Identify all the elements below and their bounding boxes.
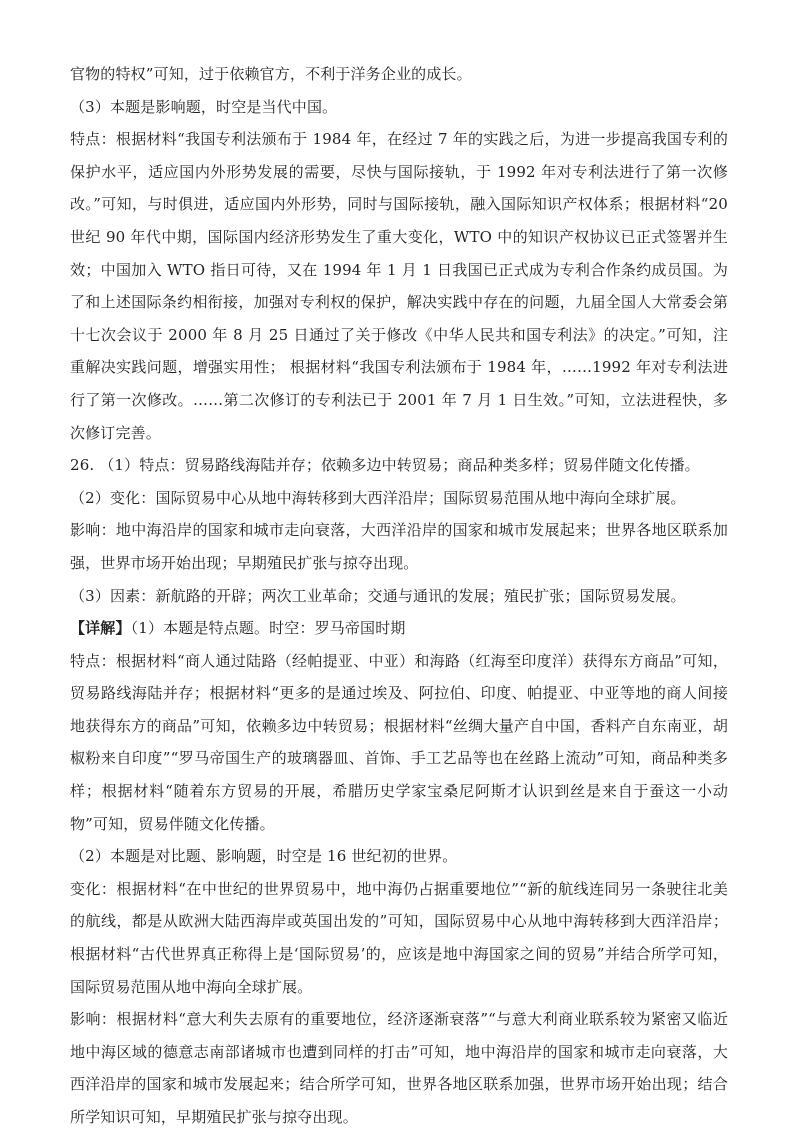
paragraph-7: （3）因素：新航路的开辟；两次工业革命；交通与通讯的发展；殖民扩张；国际贸易发展。 bbox=[70, 586, 686, 605]
paragraph-3: 特点：根据材料“我国专利法颁布于 1984 年，在经过 7 年的实践之后，为进一步提高我国专利的保护水平，适应国内外形势发展的需要，尽快与国际接轨，于 1992 年对专利法进行了第一次修改。”可知，与时俱进，适应国内外形势，同时与国际接轨，融入国际知识产权体系；根据材料“20 世纪 90 年代中期，国际国内经济形势发生了重大变化，WTO 中的知识产权协议已正式签署并生效；中国加入 WTO 指日可待，又在 1994 年 1 月 1 日我国已正式成为专利合作条约成员国。为了和上述国际条约相衔接，加强对专利权的保护，解决实践中存在的问题，九届全国人大常委会第十七次会议于 2000 年 8 月 25 日通过了关于修改《中华人民共和国专利法》的决定。”可知，注重解决实践问题，增强实用性； 根据材料“我国专利法颁布于 1984 年，……1992 年对专利法进行了第一次修改。……第二次修订的专利法已于 2001 年 7 月 1 日生效。”可知，立法进程快，多次修订完善。 bbox=[70, 130, 728, 442]
paragraph-10: （2）本题是对比题、影响题，时空是 16 世纪初的世界。 bbox=[70, 847, 458, 866]
paragraph-12: 影响：根据材料“意大利失去原有的重要地位，经济逐渐衰落”“与意大利商业联系较为紧密又临近地中海区域的德意志南部诸城市也遭到同样的打击”可知，地中海沿岸的国家和城市走向衰落，大西洋沿岸的国家和城市发展起来；结合所学可知，世界各地区联系加强，世界市场开始出现；结合所学知识可知，早期殖民扩张与掠夺出现。 bbox=[70, 1010, 728, 1126]
detail-paragraph bbox=[70, 612, 728, 645]
paragraph-5: （2）变化：国际贸易中心从地中海转移到大西洋沿岸；国际贸易范围从地中海向全球扩展。 bbox=[70, 488, 686, 507]
paragraph-4: 26. （1）特点：贸易路线海陆并存；依赖多边中转贸易；商品种类多样；贸易伴随文化传播。 bbox=[70, 456, 700, 475]
paragraph-6: 影响：地中海沿岸的国家和城市走向衰落，大西洋沿岸的国家和城市发展起来；世界各地区联系加强，世界市场开始出现；早期殖民扩张与掠夺出现。 bbox=[70, 521, 728, 572]
paragraph-2: （3）本题是影响题，时空是当代中国。 bbox=[70, 97, 338, 116]
paragraph-11: 变化：根据材料“在中世纪的世界贸易中，地中海仍占据重要地位”“新的航线连同另一条驶往北美的航线，都是从欧洲大陆西海岸或英国出发的”可知，国际贸易中心从地中海转移到大西洋沿岸；根据材料“古代世界真正称得上是‘国际贸易’的，应该是地中海国家之间的贸易”并结合所学可知，国际贸易范围从地中海向全球扩展。 bbox=[70, 879, 728, 996]
detail-label: 【详解】 bbox=[70, 619, 131, 638]
paragraph-1: 官物的特权”可知，过于依赖官方，不利于洋务企业的成长。 bbox=[70, 65, 472, 83]
paragraph-9: 特点：根据材料“商人通过陆路（经帕提亚、中亚）和海路（红海至印度洋）获得东方商品”可知，贸易路线海陆并存；根据材料“更多的是通过埃及、阿拉伯、印度、帕提亚、中亚等地的商人间接地获得东方的商品”可知，依赖多边中转贸易；根据材料“丝绸大量产自中国，香料产自东南亚，胡椒粉来自印度”“罗马帝国生产的玻璃器皿、首饰、手工艺品等也在丝路上流动”可知，商品种类多样；根据材料“随着东方贸易的开展，希腊历史学家宝桑尼阿斯才认识到丝是来自于蚕这一小动物”可知，贸易伴随文化传播。 bbox=[70, 651, 728, 833]
detail-text: （1）本题是特点题。时空：罗马帝国时期 bbox=[130, 619, 406, 638]
